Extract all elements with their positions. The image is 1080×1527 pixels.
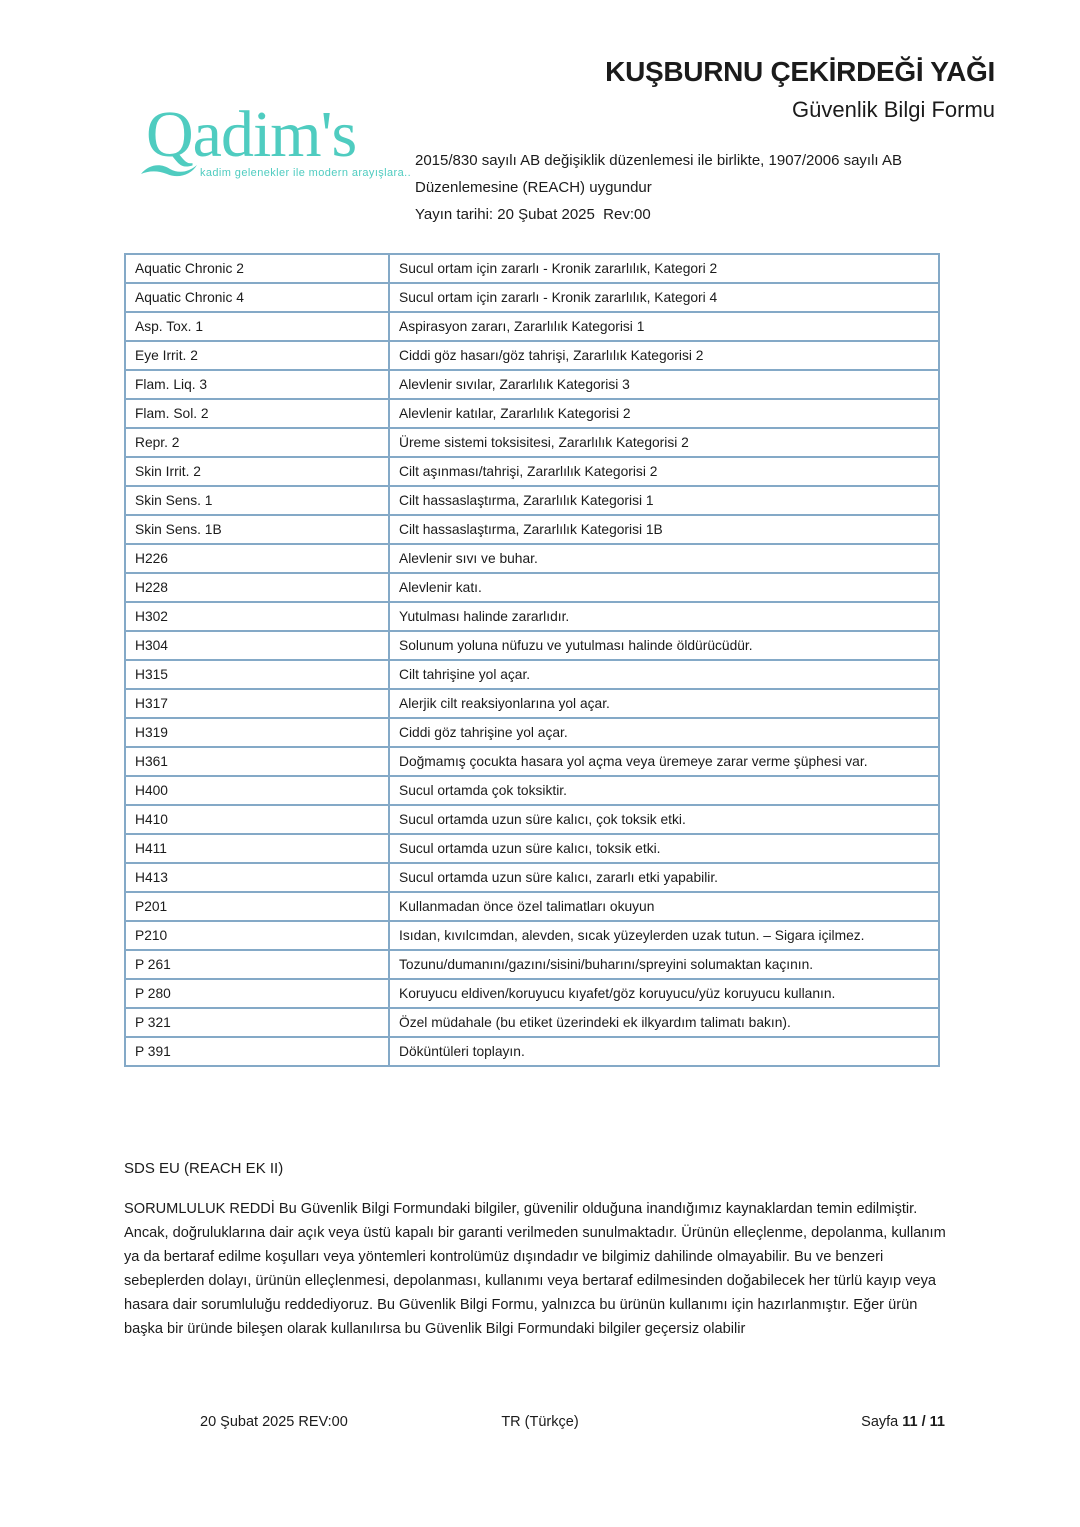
table-row: [125, 892, 939, 921]
logo-tagline: kadim gelenekler ile modern arayışlara..: [200, 167, 412, 179]
hazard-description-cell: Isıdan, kıvılcımdan, alevden, sıcak yüzeylerden uzak tutun. – Sigara içilmez.: [389, 921, 939, 950]
table-row: [125, 689, 939, 718]
hazard-description-cell: Sucul ortamda uzun süre kalıcı, zararlı etki yapabilir.: [389, 863, 939, 892]
table-row: [125, 863, 939, 892]
table-row: [125, 341, 939, 370]
hazard-code-cell: P210: [125, 921, 389, 950]
hazard-description-cell: Cilt hassaslaştırma, Zararlılık Kategorisi 1: [389, 486, 939, 515]
hazard-description-cell: Cilt tahrişine yol açar.: [389, 660, 939, 689]
footer-page-label: Sayfa: [861, 1414, 899, 1430]
hazard-table-body: [125, 254, 939, 1066]
footer-date-rev: 20 Şubat 2025 REV:00: [200, 1414, 348, 1430]
hazard-description-cell: Alevlenir katılar, Zararlılık Kategorisi 2: [389, 399, 939, 428]
page-footer: [0, 1414, 1080, 1436]
regulation-line-1: 2015/830 sayılı AB değişiklik düzenlemesi ile birlikte, 1907/2006 sayılı AB: [415, 152, 902, 169]
table-row: [125, 370, 939, 399]
table-row: [125, 428, 939, 457]
regulation-note: [415, 147, 902, 228]
table-row: [125, 1008, 939, 1037]
hazard-description-cell: Kullanmadan önce özel talimatları okuyun: [389, 892, 939, 921]
header-title-block: [605, 56, 995, 123]
table-row: [125, 660, 939, 689]
hazard-code-cell: Skin Sens. 1: [125, 486, 389, 515]
footer-page-value: 11 / 11: [902, 1414, 945, 1430]
hazard-code-cell: Repr. 2: [125, 428, 389, 457]
footer-page-number: [861, 1414, 945, 1430]
table-row: [125, 544, 939, 573]
table-row: [125, 950, 939, 979]
hazard-description-cell: Sucul ortamda uzun süre kalıcı, çok toksik etki.: [389, 805, 939, 834]
hazard-code-cell: H411: [125, 834, 389, 863]
hazard-code-cell: Aquatic Chronic 2: [125, 254, 389, 283]
table-row: [125, 254, 939, 283]
hazard-code-cell: Aquatic Chronic 4: [125, 283, 389, 312]
hazard-description-cell: Üreme sistemi toksisitesi, Zararlılık Kategorisi 2: [389, 428, 939, 457]
table-row: [125, 602, 939, 631]
hazard-description-cell: Döküntüleri toplayın.: [389, 1037, 939, 1066]
hazard-description-cell: Alevlenir sıvı ve buhar.: [389, 544, 939, 573]
hazard-code-cell: Asp. Tox. 1: [125, 312, 389, 341]
form-subtitle: Güvenlik Bilgi Formu: [792, 97, 995, 122]
logo-wordmark: Qadim's: [146, 98, 357, 171]
disclaimer-paragraph: SORUMLULUK REDDİ Bu Güvenlik Bilgi Formundaki bilgiler, güvenilir olduğuna inandığımız kaynaklardan temin edilmiştir. Ancak, doğruluklarına dair açık veya üstü kapalı bir garanti verilmeden sunulmaktadır. Ürünün elleçlenme, depolanma, kullanım ya da bertaraf edilme koşulları veya yöntemleri kontrolümüz dışındadır ve bilgimiz dahilinde olmayabilir. Bu ve benzeri sebeplerden dolayı, ürünün elleçlenmesi, depolanması, kullanımı veya bertaraf edilmesinden doğabilecek her türlü kayıp veya hasara dair sorumluluğu reddediyoruz. Bu Güvenlik Bilgi Formu, yalnızca bu ürünün kullanımı için hazırlanmıştır. Eğer ürün başka bir üründe bileşen olarak kullanılırsa bu Güvenlik Bilgi Formundaki bilgiler geçersiz olabilir: [124, 1201, 946, 1337]
hazard-code-cell: H361: [125, 747, 389, 776]
table-row: [125, 776, 939, 805]
company-logo: [140, 100, 420, 195]
hazard-code-cell: P 261: [125, 950, 389, 979]
hazard-description-cell: Koruyucu eldiven/koruyucu kıyafet/göz koruyucu/yüz koruyucu kullanın.: [389, 979, 939, 1008]
hazard-code-cell: H315: [125, 660, 389, 689]
hazard-code-cell: P201: [125, 892, 389, 921]
table-row: [125, 1037, 939, 1066]
hazard-description-cell: Solunum yoluna nüfuzu ve yutulması halinde öldürücüdür.: [389, 631, 939, 660]
hazard-code-cell: H319: [125, 718, 389, 747]
table-row: [125, 312, 939, 341]
product-title: KUŞBURNU ÇEKİRDEĞİ YAĞI: [605, 56, 995, 87]
regulation-line-2: Düzenlemesine (REACH) uygundur: [415, 179, 652, 196]
hazard-description-cell: Alevlenir katı.: [389, 573, 939, 602]
hazard-description-cell: Ciddi göz hasarı/göz tahrişi, Zararlılık Kategorisi 2: [389, 341, 939, 370]
hazard-description-cell: Cilt aşınması/tahrişi, Zararlılık Kategorisi 2: [389, 457, 939, 486]
issue-date-line: Yayın tarihi: 20 Şubat 2025 Rev:00: [415, 206, 651, 223]
hazard-code-cell: Skin Sens. 1B: [125, 515, 389, 544]
footer-language: TR (Türkçe): [501, 1414, 579, 1430]
hazard-description-cell: Aspirasyon zararı, Zararlılık Kategorisi 1: [389, 312, 939, 341]
sds-standard-note: SDS EU (REACH EK II): [124, 1160, 284, 1177]
hazard-code-cell: Flam. Sol. 2: [125, 399, 389, 428]
table-row: [125, 718, 939, 747]
table-row: [125, 457, 939, 486]
hazard-code-cell: H317: [125, 689, 389, 718]
table-row: [125, 515, 939, 544]
table-row: [125, 979, 939, 1008]
hazard-code-cell: H226: [125, 544, 389, 573]
table-row: [125, 283, 939, 312]
hazard-description-cell: Yutulması halinde zararlıdır.: [389, 602, 939, 631]
table-row: [125, 399, 939, 428]
table-row: [125, 747, 939, 776]
hazard-code-cell: H304: [125, 631, 389, 660]
table-row: [125, 834, 939, 863]
table-row: [125, 921, 939, 950]
hazard-code-cell: Eye Irrit. 2: [125, 341, 389, 370]
hazard-code-cell: H228: [125, 573, 389, 602]
hazard-description-cell: Alerjik cilt reaksiyonlarına yol açar.: [389, 689, 939, 718]
hazard-description-cell: Tozunu/dumanını/gazını/sisini/buharını/spreyini solumaktan kaçının.: [389, 950, 939, 979]
hazard-description-cell: Sucul ortam için zararlı - Kronik zararlılık, Kategori 4: [389, 283, 939, 312]
table-row: [125, 573, 939, 602]
hazard-description-cell: Alevlenir sıvılar, Zararlılık Kategorisi 3: [389, 370, 939, 399]
hazard-code-cell: P 280: [125, 979, 389, 1008]
hazard-description-cell: Doğmamış çocukta hasara yol açma veya üremeye zarar verme şüphesi var.: [389, 747, 939, 776]
table-row: [125, 805, 939, 834]
hazard-code-cell: P 321: [125, 1008, 389, 1037]
hazard-code-cell: H302: [125, 602, 389, 631]
table-row: [125, 486, 939, 515]
table-row: [125, 631, 939, 660]
hazard-statements-table: [124, 253, 940, 1067]
hazard-description-cell: Sucul ortam için zararlı - Kronik zararlılık, Kategori 2: [389, 254, 939, 283]
hazard-code-cell: H400: [125, 776, 389, 805]
hazard-code-cell: Flam. Liq. 3: [125, 370, 389, 399]
wave-swoosh-icon: [140, 161, 198, 186]
hazard-description-cell: Sucul ortamda çok toksiktir.: [389, 776, 939, 805]
hazard-code-cell: H410: [125, 805, 389, 834]
hazard-code-cell: P 391: [125, 1037, 389, 1066]
hazard-description-cell: Ciddi göz tahrişine yol açar.: [389, 718, 939, 747]
hazard-description-cell: Özel müdahale (bu etiket üzerindeki ek ilkyardım talimatı bakın).: [389, 1008, 939, 1037]
hazard-description-cell: Cilt hassaslaştırma, Zararlılık Kategorisi 1B: [389, 515, 939, 544]
hazard-code-cell: Skin Irrit. 2: [125, 457, 389, 486]
hazard-description-cell: Sucul ortamda uzun süre kalıcı, toksik etki.: [389, 834, 939, 863]
hazard-code-cell: H413: [125, 863, 389, 892]
